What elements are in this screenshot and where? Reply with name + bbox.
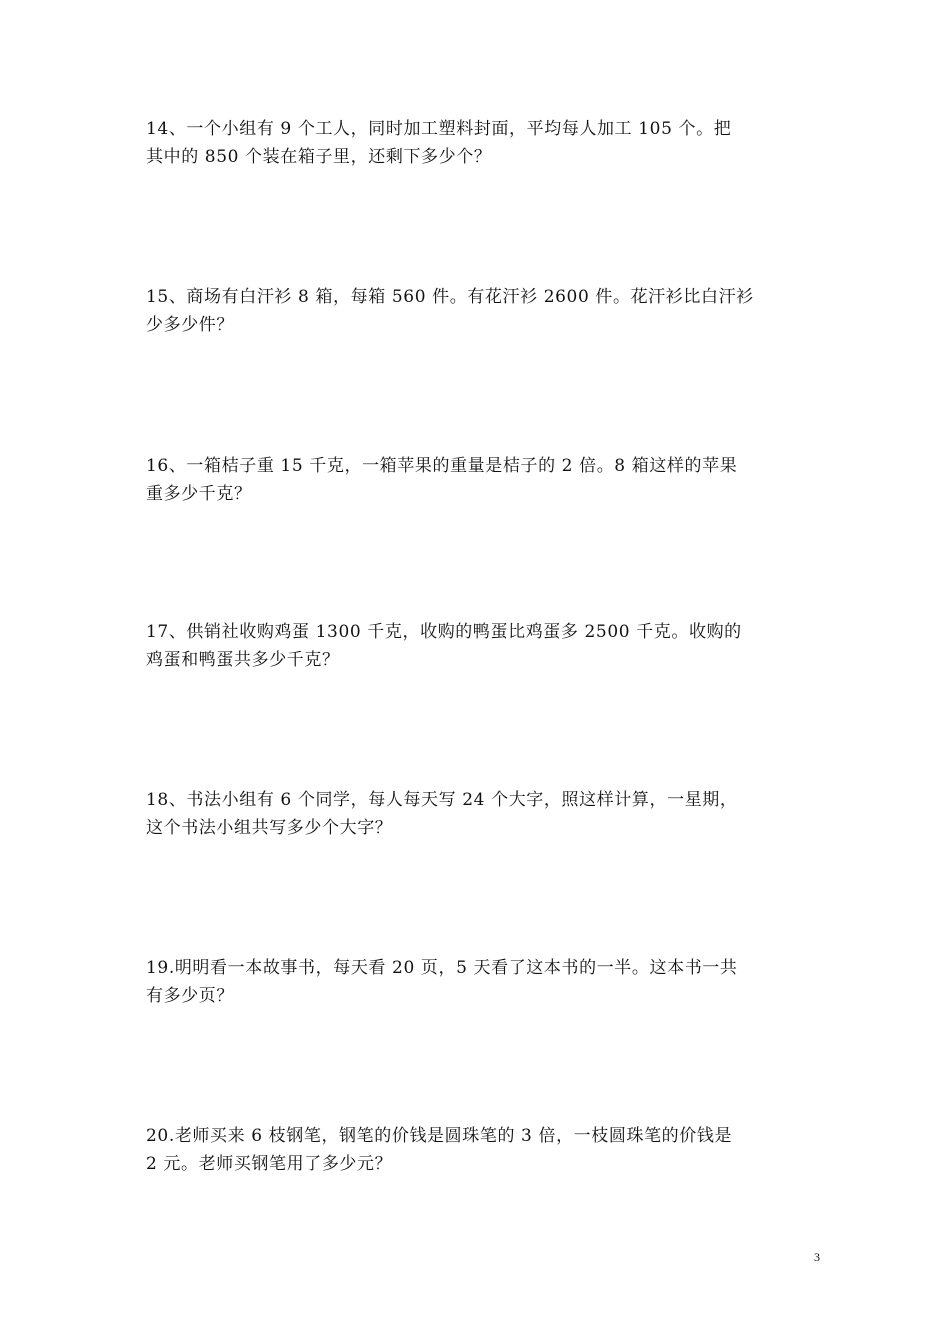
problem-18 (146, 786, 810, 842)
problem-text-line: 2 元。老师买钢笔用了多少元？ (146, 1154, 393, 1174)
problem-14 (146, 115, 810, 171)
page-number: 3 (814, 1250, 820, 1264)
problem-text-line: 16、一箱桔子重 15 千克，一箱苹果的重量是桔子的 2 倍。8 箱这样的苹果 (146, 456, 738, 476)
problem-text-line: 这个书法小组共写多少个大字？ (146, 818, 393, 838)
problem-text-line: 19.明明看一本故事书，每天看 20 页，5 天看了这本书的一半。这本书一共 (146, 958, 738, 978)
problem-15 (146, 283, 810, 339)
problem-text-line: 有多少页？ (146, 986, 234, 1006)
problem-19 (146, 954, 810, 1010)
problem-17 (146, 618, 810, 674)
problem-text-line: 少多少件？ (146, 315, 234, 335)
problem-text-line: 其中的 850 个装在箱子里，还剩下多少个？ (146, 147, 492, 167)
problem-16 (146, 452, 810, 508)
problem-text-line: 15、商场有白汗衫 8 箱，每箱 560 件。有花汗衫 2600 件。花汗衫比白汗衫 (146, 287, 754, 307)
problem-text-line: 18、书法小组有 6 个同学，每人每天写 24 个大字，照这样计算，一星期， (146, 790, 738, 810)
problem-text-line: 17、供销社收购鸡蛋 1300 千克，收购的鸭蛋比鸡蛋多 2500 千克。收购的 (146, 622, 742, 642)
problem-text-line: 鸡蛋和鸭蛋共多少千克？ (146, 650, 340, 670)
problem-text-line: 20.老师买来 6 枝钢笔，钢笔的价钱是圆珠笔的 3 倍，一枝圆珠笔的价钱是 (146, 1126, 733, 1146)
problem-text-line: 重多少千克？ (146, 484, 252, 504)
problem-text-line: 14、一个小组有 9 个工人，同时加工塑料封面，平均每人加工 105 个。把 (146, 119, 732, 139)
problem-20 (146, 1122, 810, 1178)
